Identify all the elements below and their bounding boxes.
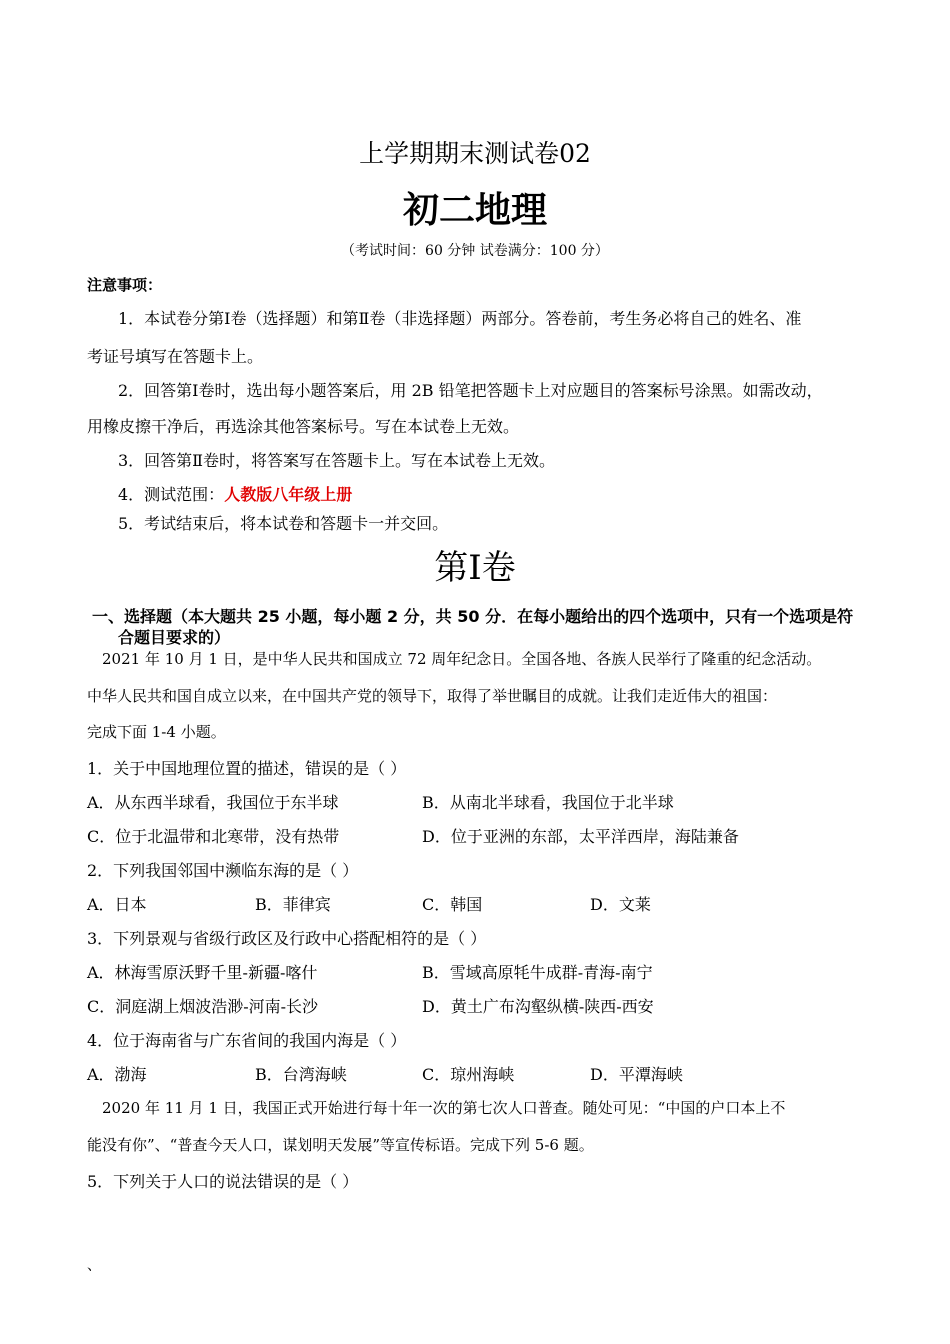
question-3-stem: 3．下列景观与省级行政区及行政中心搭配相符的是（ ） [87, 929, 487, 948]
question-2-stem: 2．下列我国邻国中濒临东海的是（ ） [87, 861, 359, 880]
question-2-option-d: D．文莱 [590, 895, 651, 914]
question-4-option-b: B．台湾海峡 [255, 1065, 347, 1084]
question-1-stem: 1．关于中国地理位置的描述，错误的是（ ） [87, 759, 407, 778]
question-3-option-a: A．林海雪原沃野千里-新疆-喀什 [87, 963, 318, 982]
note-item-1-line-2: 考证号填写在答题卡上。 [87, 347, 264, 366]
question-2-option-c: C．韩国 [422, 895, 483, 914]
question-1-option-b: B．从南北半球看，我国位于北半球 [422, 793, 674, 812]
note-item-2-line-2: 用橡皮擦干净后，再选涂其他答案标号。写在本试卷上无效。 [87, 417, 520, 436]
question-1-option-d: D．位于亚洲的东部，太平洋西岸，海陆兼备 [422, 827, 739, 846]
section-heading-line-2: 合题目要求的） [118, 628, 231, 647]
part-title: 第Ⅰ卷 [434, 548, 516, 588]
footer-mark: 、 [87, 1258, 101, 1274]
question-4-option-d: D．平潭海峡 [590, 1065, 683, 1084]
question-1-option-a: A．从东西半球看，我国位于东半球 [87, 793, 339, 812]
exam-info: （考试时间：60 分钟 试卷满分：100 分） [341, 243, 609, 259]
question-4-option-c: C．琼州海峡 [422, 1065, 515, 1084]
notes-heading: 注意事项： [87, 276, 163, 294]
question-3-option-c: C．洞庭湖上烟波浩渺-河南-长沙 [87, 997, 319, 1016]
question-3-option-b: B．雪域高原牦牛成群-青海-南宁 [422, 963, 653, 982]
exam-title: 上学期期末测试卷02 [359, 139, 591, 168]
section-heading-line-1: 一、选择题（本大题共 25 小题，每小题 2 分，共 50 分．在每小题给出的四个选项中，只有一个选项是符 [92, 607, 854, 626]
question-1-option-c: C．位于北温带和北寒带，没有热带 [87, 827, 340, 846]
subject-title: 初二地理 [402, 190, 547, 231]
note-item-1-line-1: 1．本试卷分第Ⅰ卷（选择题）和第Ⅱ卷（非选择题）两部分。答卷前，考生务必将自己的姓名、准 [118, 309, 802, 328]
question-4-stem: 4．位于海南省与广东省间的我国内海是（ ） [87, 1031, 407, 1050]
question-2-option-a: A．日本 [87, 895, 147, 914]
question-5-stem: 5．下列关于人口的说法错误的是（ ） [87, 1172, 359, 1191]
test-scope: 人教版八年级上册 [224, 485, 353, 504]
material-2-line-2: 能没有你”、“普查今天人口，谋划明天发展”等宣传标语。完成下列 5-6 题。 [87, 1136, 594, 1154]
note-item-2-line-1: 2．回答第Ⅰ卷时，选出每小题答案后，用 2B 铅笔把答题卡上对应题目的答案标号涂黑。如需改动， [118, 381, 823, 400]
question-3-option-d: D．黄土广布沟壑纵横-陕西-西安 [422, 997, 654, 1016]
material-1-line-3: 完成下面 1-4 小题。 [87, 723, 226, 741]
note-item-5: 5．考试结束后，将本试卷和答题卡一并交回。 [118, 514, 449, 533]
material-1-line-2: 中华人民共和国自成立以来，在中国共产党的领导下，取得了举世瞩目的成就。让我们走近伟大的祖国： [87, 687, 778, 705]
material-1-line-1: 2021 年 10 月 1 日，是中华人民共和国成立 72 周年纪念日。全国各地、各族人民举行了隆重的纪念活动。 [102, 650, 822, 668]
question-2-option-b: B．菲律宾 [255, 895, 331, 914]
question-4-option-a: A．渤海 [87, 1065, 147, 1084]
note-item-3: 3．回答第Ⅱ卷时，将答案写在答题卡上。写在本试卷上无效。 [118, 451, 556, 470]
note-item-4 [118, 482, 352, 505]
note-item-4-prefix: 4．测试范围： [118, 485, 225, 504]
material-2-line-1: 2020 年 11 月 1 日，我国正式开始进行每十年一次的第七次人口普查。随处可见：“中国的户口本上不 [102, 1099, 786, 1117]
